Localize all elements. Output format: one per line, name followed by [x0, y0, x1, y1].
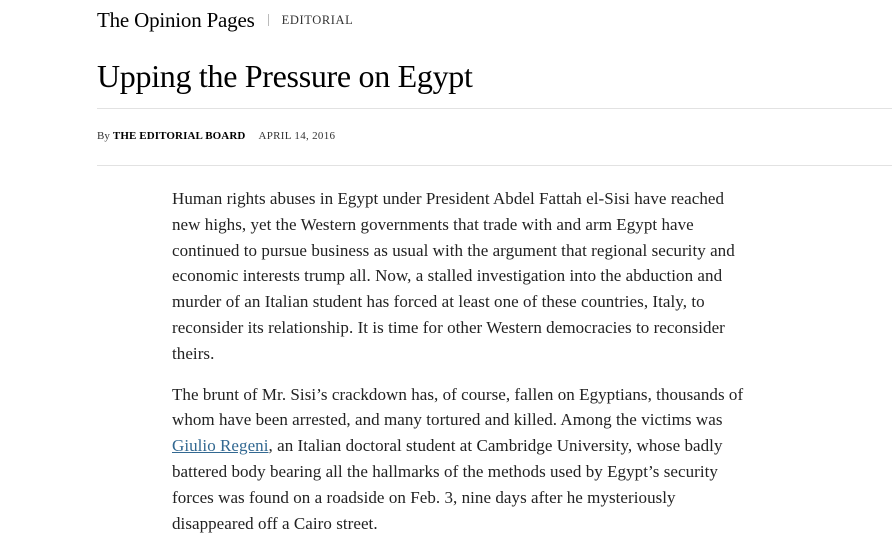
- headline-divider: [97, 108, 892, 109]
- byline-divider: [97, 165, 892, 166]
- section-title-link[interactable]: The Opinion Pages: [97, 7, 255, 32]
- byline: [97, 130, 335, 142]
- section-kicker[interactable]: EDITORIAL: [281, 12, 354, 27]
- paragraph-2-text-before: The brunt of Mr. Sisi’s crackdown has, of course, fallen on Egyptians, thousands of whom have been arrested, and many tortured and killed. Among the victims was: [172, 384, 744, 430]
- header-divider: [268, 14, 269, 26]
- paragraph-1: Human rights abuses in Egypt under President Abdel Fattah el-Sisi have reached new highs, yet the Western governments that trade with and arm Egypt have continued to pursue business as usual with the argument that regional security and economic interests trump all. Now, a stalled investigation into the abduction and murder of an Italian student has forced at least one of these countries, Italy, to reconsider its relationship. It is time for other Western democracies to reconsider theirs.: [172, 189, 735, 363]
- article-headline: Upping the Pressure on Egypt: [97, 58, 473, 94]
- byline-author[interactable]: THE EDITORIAL BOARD: [112, 130, 246, 142]
- paragraph-2: [172, 382, 752, 537]
- paragraph-2-text-after: , an Italian doctoral student at Cambridge University, whose badly battered body bearing all the hallmarks of the methods used by Egypt’s security forces was found on a roadside on Feb. 3, nine days after he mysteriously disappeared off a Cairo street.: [172, 436, 723, 533]
- giulio-regeni-link[interactable]: Giulio Regeni: [172, 436, 269, 456]
- section-header: [97, 8, 353, 32]
- article-body: [172, 186, 752, 551]
- byline-prefix: By: [97, 130, 110, 142]
- article-date: APRIL 14, 2016: [258, 130, 336, 142]
